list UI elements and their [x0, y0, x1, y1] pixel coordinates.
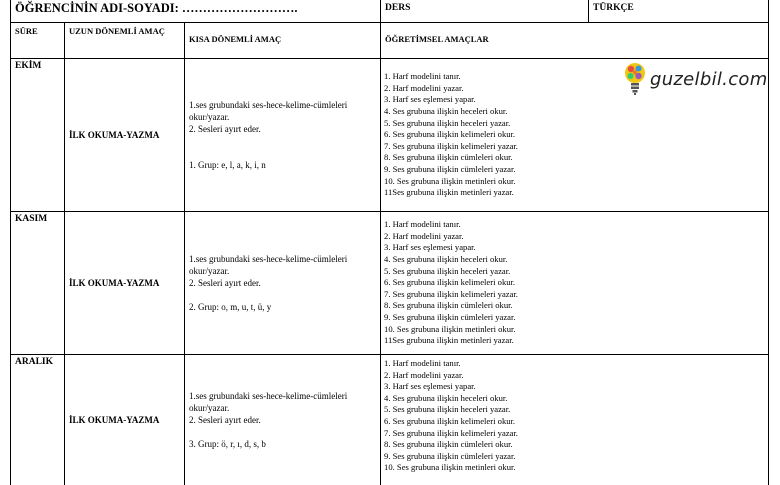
- short-term-goal-1: 1.ses grubundaki ses-hece-kelime-cümleleri okur/yazar.: [189, 100, 348, 122]
- letter-group: 1. Grup: e, l, a, k, i, n: [189, 160, 266, 170]
- goal-item: 6. Ses grubuna ilişkin kelimeleri okur.: [384, 129, 516, 140]
- goal-item: 9. Ses grubuna ilişkin cümleleri yazar.: [384, 163, 516, 174]
- goal-item: 5. Ses grubuna ilişkin heceleri yazar.: [384, 117, 511, 128]
- letter-group: 2. Grup: o, m, u, t, ü, y: [189, 302, 272, 312]
- goal-item: 3. Harf ses eşlemesi yapar.: [384, 381, 476, 392]
- short-term-cell: [185, 355, 381, 485]
- col-long-term: UZUN DÖNEMLİ AMAÇ: [65, 23, 185, 59]
- goal-item: 7. Ses grubuna ilişkin kelimeleri yazar.: [384, 427, 518, 438]
- student-name-label: ÖĞRENCİNİN ADI-SOYADI: ……………………….: [11, 0, 381, 23]
- col-duration: SÜRE: [11, 23, 65, 59]
- long-term-cell: İLK OKUMA-YAZMA: [65, 59, 185, 212]
- goal-item: 4. Ses grubuna ilişkin heceleri okur.: [384, 106, 508, 117]
- goal-item: 11Ses grubuna ilişkin metinleri yazar.: [384, 187, 514, 198]
- goal-item: 6. Ses grubuna ilişkin kelimeleri okur.: [384, 277, 516, 288]
- goal-item: 9. Ses grubuna ilişkin cümleleri yazar.: [384, 311, 516, 322]
- goal-item: 5. Ses grubuna ilişkin heceleri yazar.: [384, 265, 511, 276]
- goal-item: 8. Ses grubuna ilişkin cümleleri okur.: [384, 152, 513, 163]
- header-row: [11, 0, 769, 23]
- goal-item: 1. Harf modelini tanır.: [384, 358, 461, 368]
- goal-item: 8. Ses grubuna ilişkin cümleleri okur.: [384, 300, 513, 311]
- subject-value: TÜRKÇE: [589, 0, 769, 23]
- subject-label: DERS: [381, 0, 589, 23]
- goal-item: 8. Ses grubuna ilişkin cümleleri okur.: [384, 439, 513, 450]
- letter-group: 3. Grup: ö, r, ı, d, s, b: [189, 438, 266, 449]
- goal-item: 2. Harf modelini yazar.: [384, 369, 464, 380]
- instructional-goals-cell: [381, 355, 769, 485]
- long-term-cell: İLK OKUMA-YAZMA: [65, 212, 185, 355]
- short-term-cell: [185, 212, 381, 355]
- instructional-goals-cell: [381, 212, 769, 355]
- goal-item: 4. Ses grubuna ilişkin heceleri okur.: [384, 392, 508, 403]
- short-term-goal-2: 2. Sesleri ayırt eder.: [189, 124, 261, 134]
- watermark: [624, 62, 768, 96]
- goal-item: 10. Ses grubuna ilişkin metinleri okur.: [384, 462, 516, 473]
- goal-item: 4. Ses grubuna ilişkin heceleri okur.: [384, 254, 508, 265]
- long-term-cell: İLK OKUMA-YAZMA: [65, 355, 185, 485]
- month-cell: ARALIK: [11, 355, 65, 485]
- goal-item: 2. Harf modelini yazar.: [384, 230, 464, 241]
- goal-item: 1. Harf modelini tanır.: [384, 219, 461, 230]
- goal-item: 6. Ses grubuna ilişkin kelimeleri okur.: [384, 415, 516, 426]
- watermark-text: guzelbil.com: [650, 68, 768, 90]
- short-term-goal-1: 1.ses grubundaki ses-hece-kelime-cümleleri okur/yazar.: [189, 254, 348, 276]
- goal-item: 1. Harf modelini tanır.: [384, 71, 461, 82]
- goal-item: 10. Ses grubuna ilişkin metinleri okur.: [384, 323, 516, 334]
- month-cell: KASIM: [11, 212, 65, 355]
- goal-item: 2. Harf modelini yazar.: [384, 82, 464, 93]
- goal-item: 9. Ses grubuna ilişkin cümleleri yazar.: [384, 450, 516, 461]
- short-term-goal-2: 2. Sesleri ayırt eder.: [189, 414, 261, 425]
- table-row: [11, 355, 769, 485]
- col-instructional: ÖĞRETİMSEL AMAÇLAR: [381, 23, 769, 59]
- goal-item: 7. Ses grubuna ilişkin kelimeleri yazar.: [384, 140, 518, 151]
- goal-item: 3. Harf ses eşlemesi yapar.: [384, 94, 476, 105]
- month-cell: EKİM: [11, 59, 65, 212]
- short-term-goal-2: 2. Sesleri ayırt eder.: [189, 278, 261, 288]
- lightbulb-icon: [624, 62, 646, 96]
- short-term-cell: [185, 59, 381, 212]
- table-row: [11, 212, 769, 355]
- short-term-goal-1: 1.ses grubundaki ses-hece-kelime-cümleleri okur/yazar.: [189, 390, 348, 413]
- goal-item: 11Ses grubuna ilişkin metinleri yazar.: [384, 335, 514, 346]
- column-header-row: [11, 23, 769, 59]
- goal-item: 5. Ses grubuna ilişkin heceleri yazar.: [384, 404, 511, 415]
- goal-item: 7. Ses grubuna ilişkin kelimeleri yazar.: [384, 288, 518, 299]
- goal-item: 10. Ses grubuna ilişkin metinleri okur.: [384, 175, 516, 186]
- goal-item: 3. Harf ses eşlemesi yapar.: [384, 242, 476, 253]
- col-short-term: KISA DÖNEMLİ AMAÇ: [185, 23, 381, 59]
